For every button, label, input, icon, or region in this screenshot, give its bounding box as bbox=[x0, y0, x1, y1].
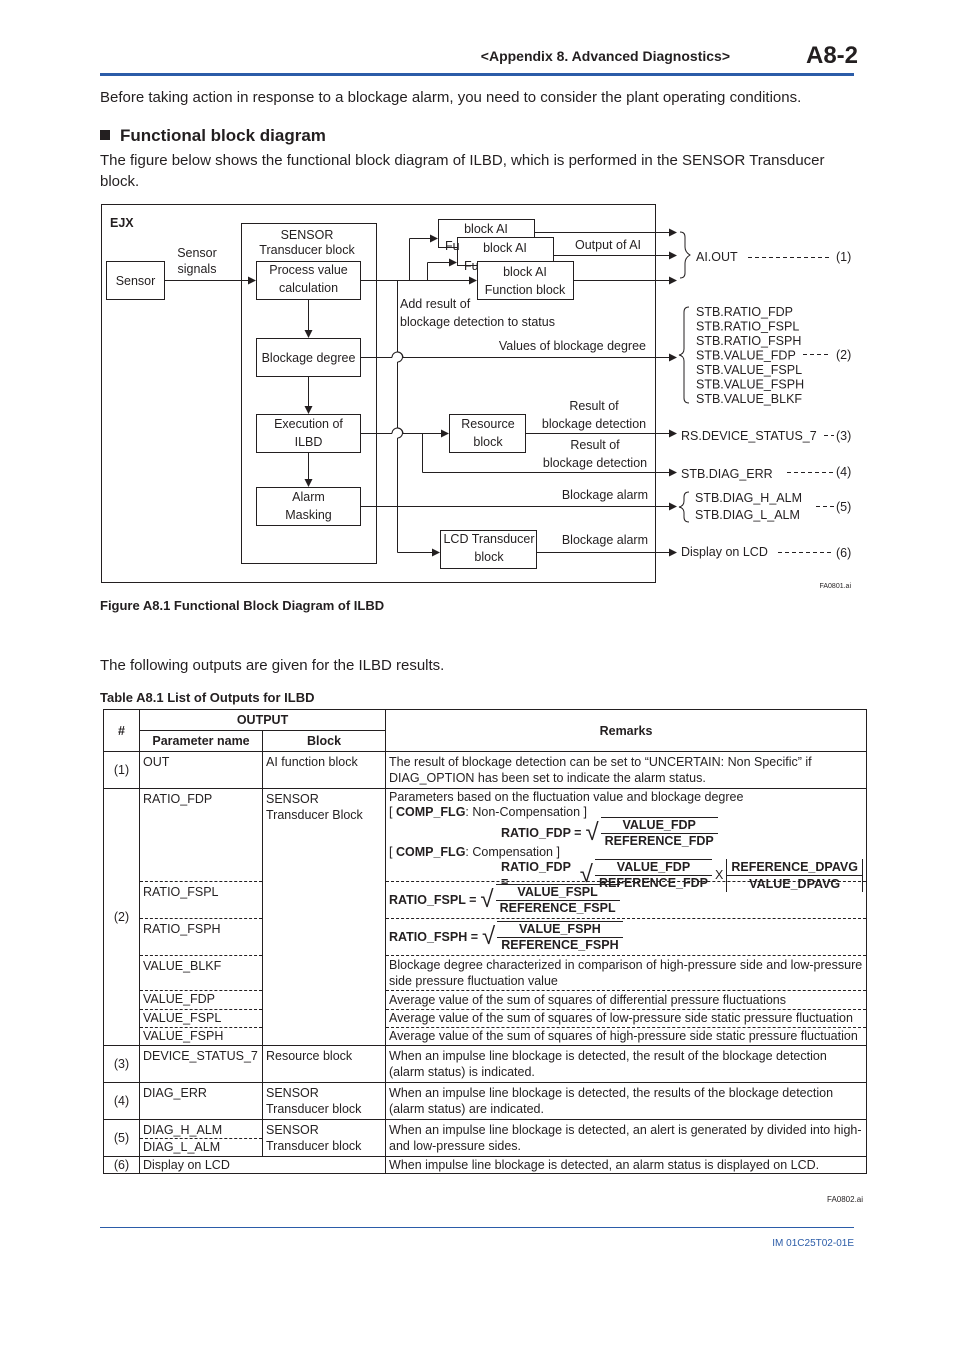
blockage-degree-label: Blockage degree bbox=[261, 351, 356, 365]
param-value-fdp: VALUE_FDP bbox=[140, 990, 262, 1009]
pvc-2: calculation bbox=[278, 281, 339, 295]
intro-paragraph: Before taking action in response to a blockage alarm, you need to consider the plant operating conditions. bbox=[100, 89, 802, 106]
blockage-alarm-2: Blockage alarm bbox=[561, 533, 648, 547]
table-row bbox=[104, 752, 867, 789]
ratio-fdp-eq: RATIO_FDP = bbox=[501, 825, 582, 840]
param-value-fsph: VALUE_FSPH bbox=[140, 1027, 262, 1045]
row2-remarks bbox=[386, 789, 867, 1046]
reference-fsph: REFERENCE_FSPH bbox=[501, 938, 619, 952]
comp-flg-2: COMP_FLG bbox=[395, 845, 466, 859]
out2-num: (2) bbox=[836, 348, 852, 362]
th-remarks: Remarks bbox=[386, 710, 867, 752]
out2-item: STB.VALUE_FSPH bbox=[696, 377, 805, 392]
th-param: Parameter name bbox=[140, 731, 263, 752]
row-block: AI function block bbox=[263, 752, 386, 789]
result-2a: Result of bbox=[570, 438, 620, 452]
sensor-signals-2: signals bbox=[177, 262, 217, 276]
row2-block: SENSOR Transducer Block bbox=[263, 789, 386, 1046]
sensor-label: Sensor bbox=[115, 274, 156, 288]
th-num: # bbox=[104, 710, 140, 752]
section-paragraph: The figure below shows the functional block diagram of ILBD, which is performed in the SENSOR Transducer block. bbox=[100, 152, 825, 190]
out6-num: (6) bbox=[836, 546, 852, 560]
row-remarks: When an impulse line blockage is detected, the results of the blockage detection (alarm status) are indicated. bbox=[386, 1083, 867, 1120]
sqrt-icon: √ bbox=[585, 819, 599, 846]
ratio-fspl-eq: RATIO_FSPL = bbox=[389, 893, 477, 907]
row-remarks: When an impulse line blockage is detected, the result of the blockage detection (alarm status) is indicated. bbox=[386, 1046, 867, 1083]
resource-2: block bbox=[473, 435, 503, 449]
stb-title-1: SENSOR bbox=[280, 228, 334, 242]
value-fdp: VALUE_FDP bbox=[601, 818, 718, 834]
reference-fdp: REFERENCE_FDP bbox=[604, 834, 714, 848]
lcd-2: block bbox=[474, 550, 504, 564]
noncomp-label: : Non-Compensation ] bbox=[465, 805, 588, 819]
figure-caption: Figure A8.1 Functional Block Diagram of ILBD bbox=[100, 598, 385, 613]
value-fsph: VALUE_FSPH bbox=[497, 922, 622, 938]
out3-num: (3) bbox=[836, 429, 852, 443]
out3-label: RS.DEVICE_STATUS_7 bbox=[681, 429, 817, 443]
vfsph-remark: Average value of the sum of squares of high-pressure side static pressure fluctuation bbox=[386, 1027, 866, 1045]
exec-1: Execution of bbox=[274, 417, 343, 431]
footer-rule bbox=[100, 1227, 854, 1228]
pvc-1: Process value bbox=[269, 263, 348, 277]
ejx-label: EJX bbox=[110, 216, 134, 230]
out4-num: (4) bbox=[836, 465, 852, 479]
comp-label: : Compensation ] bbox=[465, 845, 560, 859]
sqrt-icon: √ bbox=[579, 861, 593, 888]
row-remarks: The result of blockage detection can be set to “UNCERTAIN: Non Specific” if DIAG_OPTION has been set to indicate the alarm status. bbox=[386, 752, 867, 789]
vfspl-remark: Average value of the sum of squares of low-pressure side static pressure fluctuation bbox=[386, 1009, 866, 1027]
out2-list bbox=[696, 305, 804, 406]
out5-num: (5) bbox=[836, 500, 852, 514]
diagram-file: FA0801.ai bbox=[819, 583, 851, 590]
out5-b: STB.DIAG_L_ALM bbox=[695, 508, 800, 522]
row-param: DIAG_ERR bbox=[140, 1083, 263, 1120]
row-num: (2) bbox=[104, 789, 140, 1046]
outputs-paragraph: The following outputs are given for the ILBD results. bbox=[100, 657, 445, 674]
value-fdp: VALUE_FDP bbox=[595, 860, 712, 876]
times-sign: X bbox=[715, 867, 724, 882]
out2-item: STB.RATIO_FSPL bbox=[696, 319, 800, 334]
row-block: SENSOR Transducer block bbox=[263, 1083, 386, 1120]
out1-num: (1) bbox=[836, 250, 852, 264]
row-num: (1) bbox=[104, 752, 140, 789]
resource-1: Resource bbox=[461, 417, 515, 431]
exec-2: ILBD bbox=[294, 435, 323, 449]
ratio-fspl-formula bbox=[389, 884, 620, 916]
row-num: (5) bbox=[104, 1120, 140, 1157]
blockage-alarm-1: Blockage alarm bbox=[561, 488, 648, 502]
values-of-blockage: Values of blockage degree bbox=[498, 339, 646, 353]
sensor-signals-1: Sensor bbox=[177, 246, 217, 260]
th-block: Block bbox=[263, 731, 386, 752]
table-row bbox=[104, 1046, 867, 1083]
comp-flg-1: COMP_FLG bbox=[395, 805, 466, 819]
row2-params bbox=[140, 789, 263, 1046]
fdp-intro: Parameters based on the fluctuation value and blockage degree bbox=[389, 790, 744, 804]
table-row bbox=[104, 1083, 867, 1120]
row-param-a: DIAG_H_ALM bbox=[143, 1123, 223, 1137]
sqrt-icon: √ bbox=[482, 923, 496, 950]
add-result-1: Add result of bbox=[400, 297, 471, 311]
vfdp-remark: Average value of the sum of squares of differential pressure fluctuations bbox=[386, 990, 866, 1009]
out2-item: STB.VALUE_FSPL bbox=[696, 363, 803, 377]
out2-item: STB.RATIO_FSPH bbox=[696, 334, 802, 348]
page-number: A8-2 bbox=[806, 42, 859, 69]
ratio-fdp-eq: RATIO_FDP = bbox=[501, 860, 571, 889]
lcd-1: LCD Transducer bbox=[443, 532, 535, 546]
ai1-label: block AI bbox=[464, 222, 508, 236]
ai3-label-2: Function block bbox=[484, 283, 566, 297]
out2-item: STB.VALUE_FDP bbox=[696, 348, 796, 363]
reference-fdp: REFERENCE_FDP bbox=[598, 876, 708, 890]
table-row bbox=[104, 1157, 867, 1174]
row-num: (6) bbox=[104, 1157, 140, 1174]
table-row bbox=[104, 789, 867, 1046]
param-ratio-fspl: RATIO_FSPL bbox=[140, 881, 262, 918]
param-value-blkf: VALUE_BLKF bbox=[140, 955, 262, 990]
row-param: OUT bbox=[140, 752, 263, 789]
param-ratio-fsph: RATIO_FSPH bbox=[140, 918, 262, 955]
ai3-label-1: block AI bbox=[503, 265, 547, 279]
ratio-fsph-eq: RATIO_FSPH = bbox=[389, 930, 479, 944]
row-param: Display on LCD bbox=[140, 1157, 386, 1174]
fu1-label: Fu bbox=[445, 239, 460, 253]
out5-a: STB.DIAG_H_ALM bbox=[695, 491, 802, 505]
header-section-title: <Appendix 8. Advanced Diagnostics> bbox=[480, 48, 730, 64]
alarm-2: Masking bbox=[285, 508, 332, 522]
row-block: Resource block bbox=[263, 1046, 386, 1083]
add-result-2: blockage detection to status bbox=[400, 315, 555, 329]
outputs-table bbox=[103, 709, 867, 1174]
row-remarks: When impulse line blockage is detected, an alarm status is displayed on LCD. bbox=[386, 1157, 867, 1174]
result-2b: blockage detection bbox=[542, 456, 648, 470]
reference-dpavg: REFERENCE_DPAVG bbox=[727, 859, 862, 876]
table-file: FA0802.ai bbox=[827, 1195, 864, 1204]
th-output: OUTPUT bbox=[140, 710, 386, 731]
out4-label: STB.DIAG_ERR bbox=[681, 467, 773, 481]
bracket: [ bbox=[389, 845, 396, 859]
fu2-label: Fu bbox=[464, 259, 479, 273]
value-dpavg: VALUE_DPAVG bbox=[749, 876, 841, 891]
ai2-label: block AI bbox=[483, 241, 527, 255]
out2-item: STB.RATIO_FDP bbox=[696, 305, 794, 319]
fdp-remark bbox=[386, 789, 866, 891]
result-1b: blockage detection bbox=[541, 417, 647, 431]
param-ratio-fdp: RATIO_FDP bbox=[143, 792, 213, 806]
sqrt-icon: √ bbox=[480, 886, 494, 913]
out6-label: Display on LCD bbox=[681, 545, 768, 559]
section-title: Functional block diagram bbox=[120, 126, 326, 145]
reference-fspl: REFERENCE_FSPL bbox=[499, 901, 616, 915]
row-remarks: When an impulse line blockage is detected, an alert is generated by divided into high- and low-pressure sides. bbox=[386, 1120, 867, 1157]
functional-block-diagram bbox=[0, 0, 954, 600]
output-of-ai: Output of AI bbox=[575, 238, 642, 252]
out1-label: AI.OUT bbox=[696, 250, 738, 264]
stb-title-2: Transducer block bbox=[259, 243, 355, 257]
row-param-b: DIAG_L_ALM bbox=[140, 1138, 262, 1155]
table-row bbox=[104, 1120, 867, 1157]
table-caption: Table A8.1 List of Outputs for ILBD bbox=[100, 690, 315, 705]
value-fspl: VALUE_FSPL bbox=[496, 885, 620, 901]
out2-item: STB.VALUE_BLKF bbox=[696, 392, 803, 406]
param-value-fspl: VALUE_FSPL bbox=[140, 1009, 262, 1027]
ratio-fsph-formula bbox=[389, 921, 623, 953]
bracket: [ bbox=[389, 805, 396, 819]
row-block: SENSOR Transducer block bbox=[263, 1120, 386, 1157]
row-num: (3) bbox=[104, 1046, 140, 1083]
blkf-remark: Blockage degree characterized in comparison of high-pressure side and low-pressure side pressure fluctuation value bbox=[386, 955, 866, 990]
result-1a: Result of bbox=[569, 399, 619, 413]
row-num: (4) bbox=[104, 1083, 140, 1120]
alarm-1: Alarm bbox=[292, 490, 325, 504]
doc-id: IM 01C25T02-01E bbox=[772, 1238, 854, 1249]
row-param: DEVICE_STATUS_7 bbox=[140, 1046, 263, 1083]
